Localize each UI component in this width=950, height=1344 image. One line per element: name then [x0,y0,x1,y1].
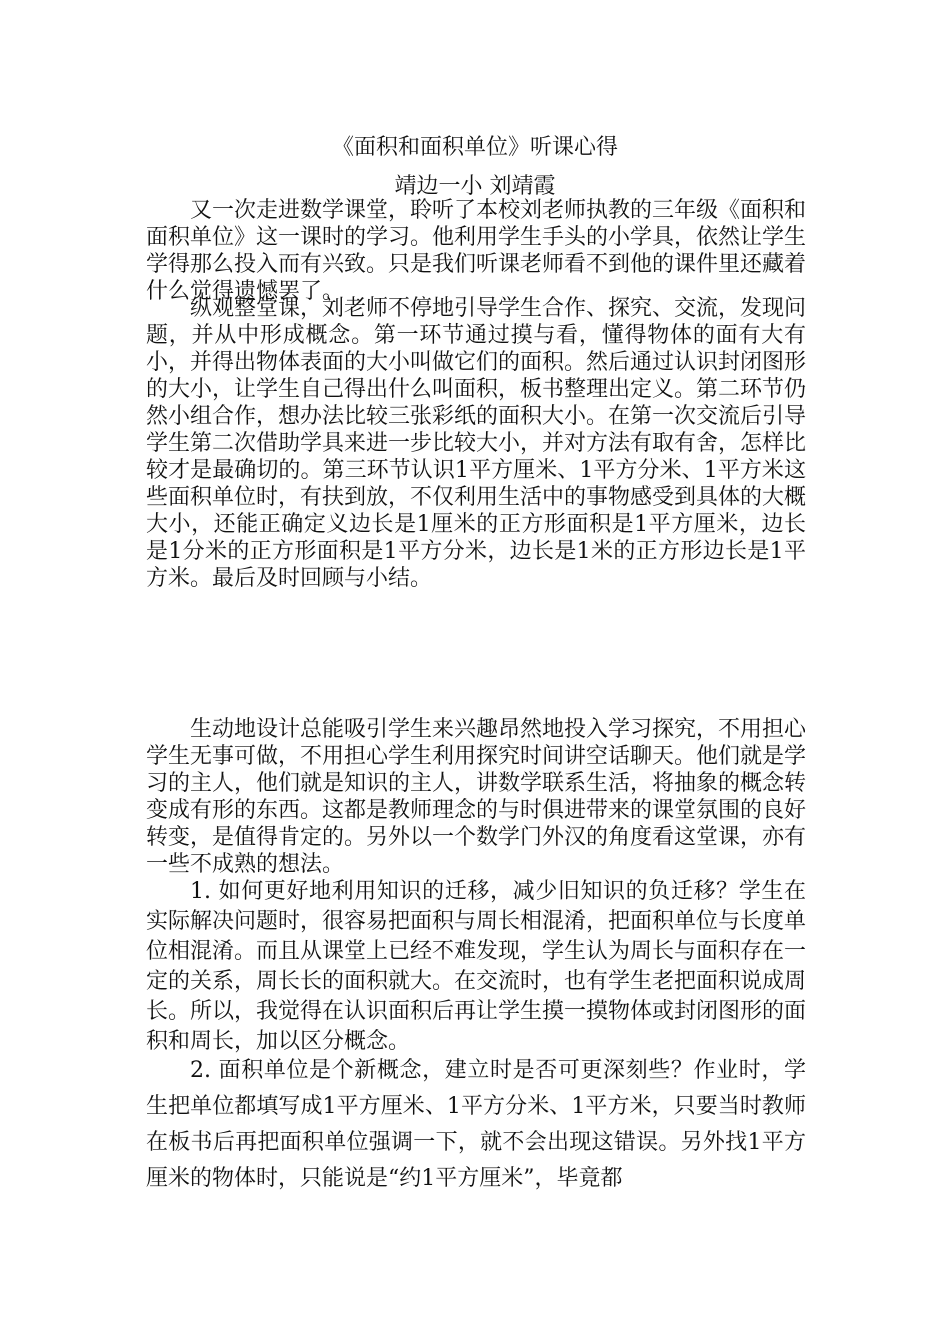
author-byline: 靖边一小 刘靖霞 [394,174,556,199]
paragraph-overview: 纵观整堂课，刘老师不停地引导学生合作、探究、交流，发现问题，并从中形成概念。第一环节通过摸与看，懂得物体的面有大有小，并得出物体表面的大小叫做它们的面积。然后通过认识封闭图形的大小，让学生自己得出什么叫面积，板书整理出定义。第二环节仍然小组合作，想办法比较三张彩纸的面积大小。在第一次交流后引导学生第二次借助学具来进一步比较大小，并对方法有取有舍，怎样比较才是最确切的。第三环节认识1平方厘米、1平方分米、1平方米这些面积单位时，有扶到放，不仅利用生活中的事物感受到具体的大概大小，还能正确定义边长是1厘米的正方形面积是1平方厘米，边长是1分米的正方形面积是1平方分米，边长是1米的正方形边长是1平方米。最后及时回顾与小结。 [146,296,807,591]
paragraph-intro: 又一次走进数学课堂，聆听了本校刘老师执教的三年级《面积和面积单位》这一课时的学习。他利用学生手头的小学具，依然让学生学得那么投入而有兴致。只是我们听课老师看不到他的课件里还藏着什么觉得遗憾罢了。 [146,198,807,304]
document-title: 《面积和面积单位》听课心得 [331,135,618,160]
paragraph-suggestion-1: 1. 如何更好地利用知识的迁移，减少旧知识的负迁移？学生在实际解决问题时，很容易把面积与周长相混淆，把面积单位与长度单位相混淆。而且从课堂上已经不难发现，学生认为周长与面积存在一定的关系，周长长的面积就大。在交流时，也有学生老把面积说成周长。所以，我觉得在认识面积后再让学生摸一摸物体或封闭图形的面积和周长，加以区分概念。 [146,879,807,1054]
paragraph-evaluation: 生动地设计总能吸引学生来兴趣昂然地投入学习探究，不用担心学生无事可做，不用担心学生利用探究时间讲空话聊天。他们就是学习的主人，他们就是知识的主人，讲数学联系生活，将抽象的概念转变成有形的东西。这都是教师理念的与时俱进带来的课堂氛围的良好转变，是值得肯定的。另外以一个数学门外汉的角度看这堂课，亦有一些不成熟的想法。 [146,717,807,877]
paragraph-suggestion-2: 2. 面积单位是个新概念，建立时是否可更深刻些？作业时，学生把单位都填写成1平方厘米、1平方分米、1平方米，只要当时教师在板书后再把面积单位强调一下，就不会出现这错误。另外找1平方厘米的物体时，只能说是“约1平方厘米”，毕竟都 [146,1058,806,1191]
